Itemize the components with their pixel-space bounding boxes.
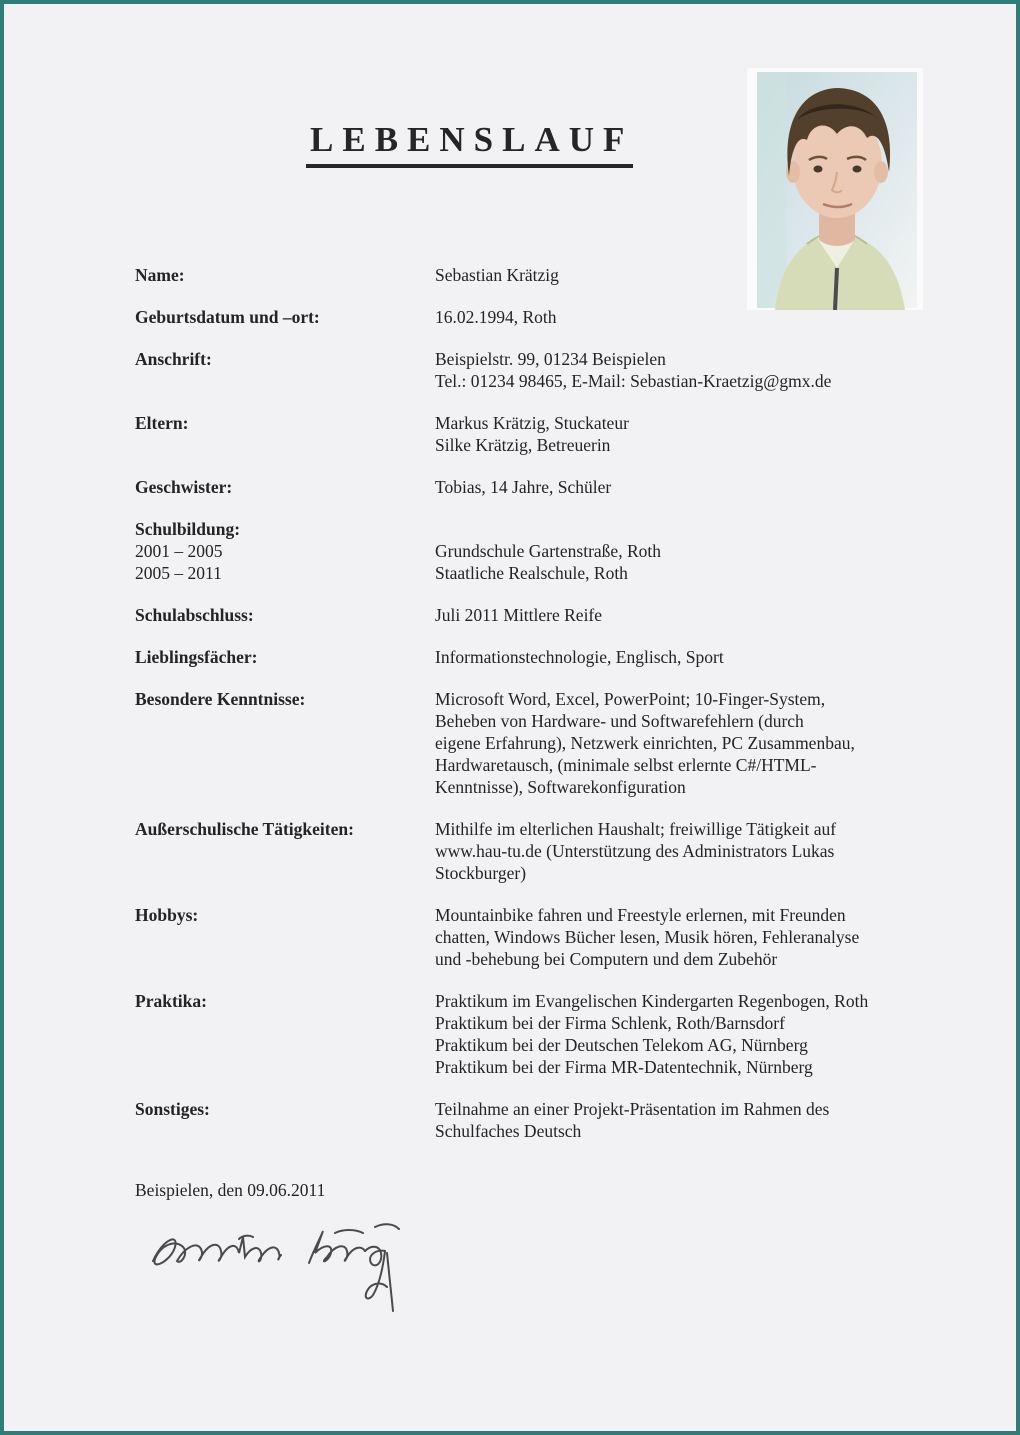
field-geschwister (135, 476, 935, 498)
field-anschrift-label: Anschrift: (135, 349, 212, 369)
field-besondere-kenntnisse-line: Microsoft Word, Excel, PowerPoint; 10-Finger-System, (435, 689, 826, 709)
field-sonstiges (135, 1098, 935, 1142)
schulbildung-row (135, 540, 935, 562)
schulbildung-school: Staatliche Realschule, Roth (435, 563, 628, 583)
field-besondere-kenntnisse-line: Kenntnisse), Softwarekonfiguration (435, 777, 686, 797)
resume-page (4, 4, 1016, 1431)
field-praktika-line: Praktikum bei der Firma MR-Datentechnik, Nürnberg (435, 1057, 813, 1077)
field-hobbys-line: und -behebung bei Computern und dem Zubehör (435, 949, 778, 969)
field-schulabschluss-label: Schulabschluss: (135, 605, 254, 625)
field-hobbys (135, 904, 935, 970)
field-schulbildung-label: Schulbildung: (135, 519, 241, 539)
field-besondere-kenntnisse-label: Besondere Kenntnisse: (135, 689, 306, 709)
field-sonstiges-line: Schulfaches Deutsch (435, 1121, 582, 1141)
field-eltern-value-line: Silke Krätzig, Betreuerin (435, 435, 611, 455)
field-name-label: Name: (135, 265, 185, 285)
field-besondere-kenntnisse-line: eigene Erfahrung), Netzwerk einrichten, PC Zusammenbau, (435, 733, 855, 753)
page-title: LEBENSLAUF (306, 122, 633, 168)
field-eltern (135, 412, 935, 456)
field-praktika (135, 990, 935, 1078)
field-eltern-label: Eltern: (135, 413, 189, 433)
field-name (135, 264, 935, 286)
field-praktika-label: Praktika: (135, 991, 207, 1011)
field-sonstiges-label: Sonstiges: (135, 1099, 210, 1119)
field-ausserschulische-line: Stockburger) (435, 863, 527, 883)
field-geschwister-value: Tobias, 14 Jahre, Schüler (435, 477, 612, 497)
field-anschrift-value-line: Tel.: 01234 98465, E-Mail: Sebastian-Kraetzig@gmx.de (435, 371, 832, 391)
field-schulbildung (135, 518, 935, 584)
field-lieblingsfaecher (135, 646, 935, 668)
schulbildung-row (135, 562, 935, 584)
field-schulabschluss (135, 604, 935, 626)
field-lieblingsfaecher-label: Lieblingsfächer: (135, 647, 258, 667)
field-anschrift (135, 348, 935, 392)
field-hobbys-line: chatten, Windows Bücher lesen, Musik hören, Fehleranalyse (435, 927, 860, 947)
place-date-line: Beispielen, den 09.06.2011 (135, 1180, 326, 1200)
field-besondere-kenntnisse-line: Beheben von Hardware- und Softwarefehlern (durch (435, 711, 804, 731)
field-schulabschluss-value: Juli 2011 Mittlere Reife (435, 605, 603, 625)
field-ausserschulische-line: www.hau-tu.de (Unterstützung des Administrators Lukas (435, 841, 835, 861)
field-geburtsdatum-label: Geburtsdatum und –ort: (135, 307, 320, 327)
resume-fields (135, 264, 935, 1162)
field-hobbys-label: Hobbys: (135, 905, 199, 925)
field-praktika-line: Praktikum im Evangelischen Kindergarten Regenbogen, Roth (435, 991, 869, 1011)
field-hobbys-line: Mountainbike fahren und Freestyle erlernen, mit Freunden (435, 905, 846, 925)
field-anschrift-value-line: Beispielstr. 99, 01234 Beispielen (435, 349, 666, 369)
field-name-value: Sebastian Krätzig (435, 265, 559, 285)
field-geschwister-label: Geschwister: (135, 477, 233, 497)
field-ausserschulische-taetigkeiten (135, 818, 935, 884)
field-praktika-line: Praktikum bei der Deutschen Telekom AG, Nürnberg (435, 1035, 808, 1055)
schulbildung-school: Grundschule Gartenstraße, Roth (435, 541, 661, 561)
field-lieblingsfaecher-value: Informationstechnologie, Englisch, Sport (435, 647, 724, 667)
field-ausserschulische-label: Außerschulische Tätigkeiten: (135, 819, 354, 839)
field-geburtsdatum (135, 306, 935, 328)
field-sonstiges-line: Teilnahme an einer Projekt-Präsentation im Rahmen des (435, 1099, 830, 1119)
schulbildung-period: 2005 – 2011 (135, 563, 222, 583)
field-eltern-value-line: Markus Krätzig, Stuckateur (435, 413, 629, 433)
schulbildung-period: 2001 – 2005 (135, 541, 223, 561)
handwritten-signature (139, 1209, 439, 1339)
field-geburtsdatum-value: 16.02.1994, Roth (435, 307, 557, 327)
field-praktika-line: Praktikum bei der Firma Schlenk, Roth/Barnsdorf (435, 1013, 785, 1033)
field-besondere-kenntnisse-line: Hardwaretausch, (minimale selbst erlernte C#/HTML- (435, 755, 817, 775)
field-ausserschulische-line: Mithilfe im elterlichen Haushalt; freiwillige Tätigkeit auf (435, 819, 837, 839)
field-besondere-kenntnisse (135, 688, 935, 798)
